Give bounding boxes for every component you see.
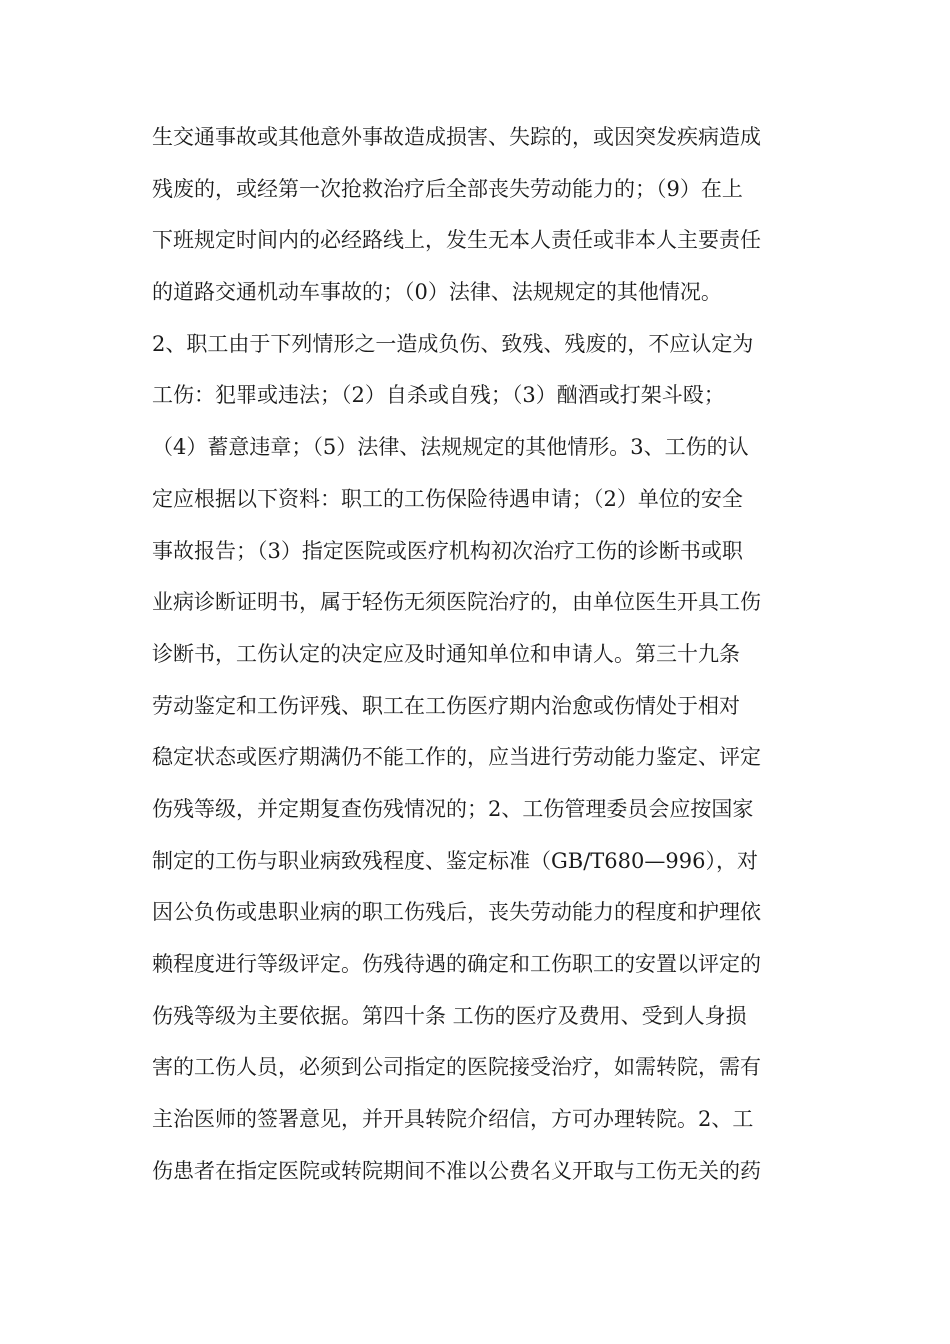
- text-line: 生交通事故或其他意外事故造成损害、失踪的，或因突发疾病造成: [152, 125, 761, 149]
- text-line: 赖程度进行等级评定。伤残待遇的确定和工伤职工的安置以评定的: [152, 952, 761, 976]
- text-line: 劳动鉴定和工伤评残、职工在工伤医疗期内治愈或伤情处于相对: [152, 693, 740, 718]
- text-line: （4）蓄意违章；（5）法律、法规规定的其他情形。3、工伤的认: [152, 435, 749, 460]
- text-line: 下班规定时间内的必经路线上，发生无本人责任或非本人主要责任: [152, 228, 761, 253]
- text-line: 的道路交通机动车事故的；（0）法律、法规规定的其他情况。: [152, 280, 722, 305]
- text-line: 工伤：犯罪或违法；（2）自杀或自残；（3）酗酒或打架斗殴；: [152, 383, 725, 408]
- text-line: 事故报告；（3）指定医院或医疗机构初次治疗工伤的诊断书或职: [152, 538, 743, 563]
- text-line: 诊断书，工伤认定的决定应及时通知单位和申请人。第三十九条: [152, 641, 740, 666]
- text-line: 稳定状态或医疗期满仍不能工作的，应当进行劳动能力鉴定、评定: [152, 745, 761, 770]
- text-line: 伤残等级为主要依据。第四十条 工伤的医疗及费用、受到人身损: [152, 1003, 747, 1028]
- text-line: 业病诊断证明书，属于轻伤无须医院治疗的，由单位医生开具工伤: [152, 590, 761, 615]
- text-line: 2、职工由于下列情形之一造成负伤、致残、残废的，不应认定为: [152, 331, 754, 356]
- body-text: [152, 112, 812, 1197]
- text-line: 因公负伤或患职业病的职工伤残后，丧失劳动能力的程度和护理依: [152, 900, 761, 925]
- text-line: 制定的工伤与职业病致残程度、鉴定标准（GB/T680—996），对: [152, 848, 758, 873]
- text-line: 定应根据以下资料：职工的工伤保险待遇申请；（2）单位的安全: [152, 486, 743, 511]
- text-line: 主治医师的签署意见，并开具转院介绍信，方可办理转院。2、工: [152, 1107, 754, 1132]
- text-line: 伤残等级，并定期复查伤残情况的；2、工伤管理委员会应按国家: [152, 796, 754, 821]
- text-line: 伤患者在指定医院或转院期间不准以公费名义开取与工伤无关的药: [152, 1158, 761, 1183]
- text-line: 害的工伤人员，必须到公司指定的医院接受治疗，如需转院，需有: [152, 1055, 761, 1080]
- text-line: 残废的，或经第一次抢救治疗后全部丧失劳动能力的；（9）在上: [152, 176, 743, 201]
